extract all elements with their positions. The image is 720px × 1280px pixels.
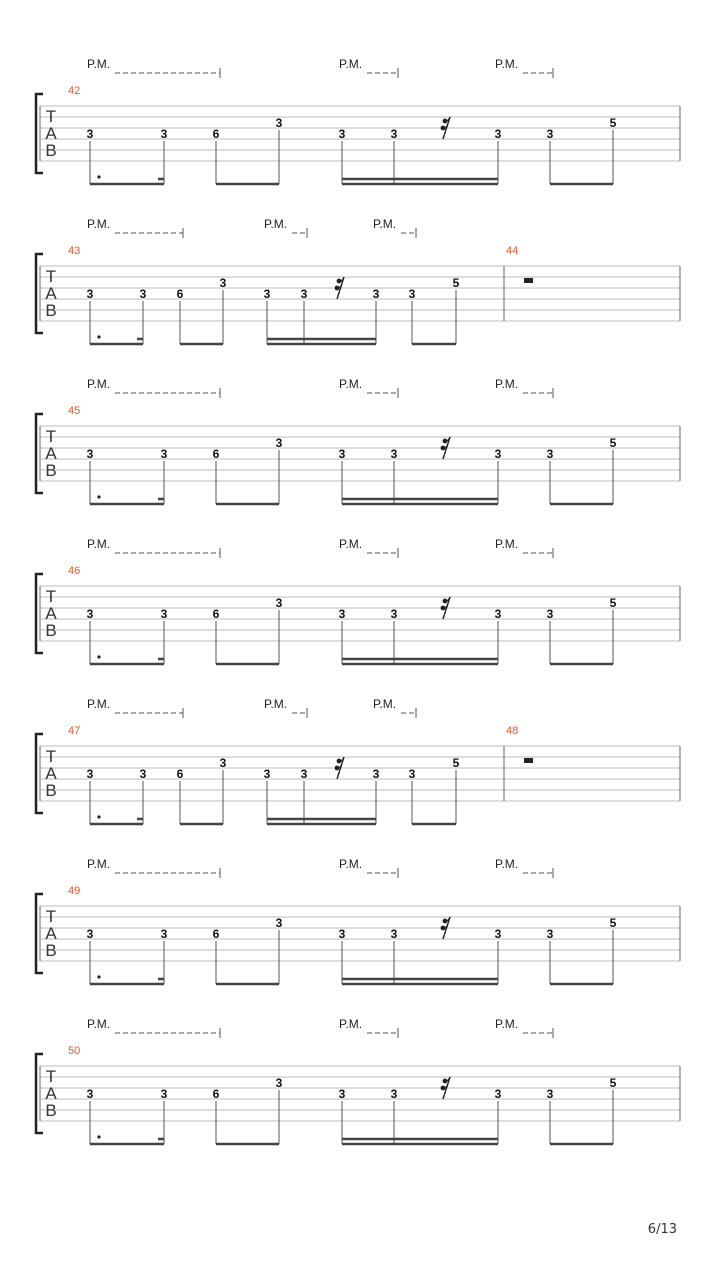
tab-clef-letter: B [45,621,57,640]
palm-mute-label: P.M. [495,377,519,391]
palm-mute-label: P.M. [339,537,363,551]
measure-number: 46 [68,565,81,577]
tab-clef-letter: T [45,427,57,446]
fret-number: 3 [86,1087,94,1101]
tab-system [36,377,680,504]
tab-system [36,1017,680,1144]
tab-clef-letter: B [45,781,57,800]
tab-clef-letter: A [45,1084,57,1103]
fret-number: 3 [338,1087,346,1101]
fret-number: 3 [275,1076,283,1090]
tab-clef-letter: T [45,747,57,766]
fret-number: 3 [160,127,168,141]
palm-mute-label: P.M. [373,697,397,711]
tab-clef-letter: A [45,924,57,943]
measure-number: 44 [506,245,519,257]
tab-clef-letter: T [45,267,57,286]
fret-number: 6 [176,287,184,301]
fret-number: 6 [212,607,220,621]
palm-mute-label: P.M. [264,217,288,231]
palm-mute-label: P.M. [87,697,111,711]
fret-number: 3 [390,607,398,621]
fret-number: 3 [275,916,283,930]
fret-number: 3 [390,1087,398,1101]
fret-number: 3 [338,447,346,461]
tab-clef-letter: A [45,284,57,303]
fret-number: 3 [219,756,227,770]
fret-number: 6 [212,927,220,941]
measure-number: 50 [68,1045,81,1057]
fret-number: 3 [546,447,554,461]
measure-number: 42 [68,85,81,97]
dot [97,175,100,178]
half-rest [524,278,533,283]
tab-clef-letter: B [45,141,57,160]
tab-clef-letter: A [45,764,57,783]
fret-number: 3 [139,287,147,301]
fret-number: 6 [212,1087,220,1101]
page-number: 6/13 [647,1222,677,1237]
fret-number: 3 [275,596,283,610]
fret-number: 5 [452,276,460,290]
fret-number: 3 [338,927,346,941]
fret-number: 3 [372,767,380,781]
tab-clef-letter: A [45,124,57,143]
fret-number: 3 [338,127,346,141]
fret-number: 5 [609,116,617,130]
fret-number: 3 [494,927,502,941]
palm-mute-label: P.M. [339,857,363,871]
fret-number: 5 [452,756,460,770]
fret-number: 3 [390,447,398,461]
tab-system [36,57,680,184]
tab-system [36,857,680,984]
tab-clef-letter: B [45,301,57,320]
fret-number: 3 [546,1087,554,1101]
tab-clef-letter: B [45,941,57,960]
fret-number: 3 [160,1087,168,1101]
fret-number: 3 [263,287,271,301]
fret-number: 3 [408,767,416,781]
tab-system [36,697,680,824]
fret-number: 3 [300,287,308,301]
dot [97,815,100,818]
fret-number: 3 [390,927,398,941]
fret-number: 3 [86,767,94,781]
palm-mute-label: P.M. [87,377,111,391]
fret-number: 3 [160,447,168,461]
fret-number: 3 [300,767,308,781]
measure-number: 43 [68,245,81,257]
fret-number: 3 [494,447,502,461]
palm-mute-label: P.M. [495,857,519,871]
tab-clef-letter: B [45,1101,57,1120]
fret-number: 3 [275,116,283,130]
fret-number: 3 [86,607,94,621]
fret-number: 3 [139,767,147,781]
fret-number: 3 [546,607,554,621]
fret-number: 3 [86,127,94,141]
fret-number: 3 [408,287,416,301]
dot [97,655,100,658]
tab-clef-letter: A [45,444,57,463]
fret-number: 5 [609,596,617,610]
fret-number: 3 [338,607,346,621]
fret-number: 3 [219,276,227,290]
palm-mute-label: P.M. [339,1017,363,1031]
fret-number: 3 [546,927,554,941]
dot [97,495,100,498]
fret-number: 6 [176,767,184,781]
tab-clef-letter: T [45,587,57,606]
fret-number: 6 [212,127,220,141]
palm-mute-label: P.M. [264,697,288,711]
palm-mute-label: P.M. [495,1017,519,1031]
palm-mute-label: P.M. [87,1017,111,1031]
fret-number: 3 [275,436,283,450]
fret-number: 3 [263,767,271,781]
tab-clef-letter: T [45,1067,57,1086]
measure-number: 47 [68,725,81,737]
palm-mute-label: P.M. [87,857,111,871]
fret-number: 3 [160,607,168,621]
tab-clef-letter: A [45,604,57,623]
palm-mute-label: P.M. [495,57,519,71]
tab-clef-letter: T [45,907,57,926]
fret-number: 3 [86,447,94,461]
measure-number: 49 [68,885,81,897]
tab-clef-letter: T [45,107,57,126]
fret-number: 5 [609,436,617,450]
fret-number: 3 [494,607,502,621]
fret-number: 5 [609,916,617,930]
palm-mute-label: P.M. [373,217,397,231]
tab-system [36,537,680,664]
measure-number: 48 [506,725,519,737]
fret-number: 3 [160,927,168,941]
palm-mute-label: P.M. [339,377,363,391]
palm-mute-label: P.M. [339,57,363,71]
fret-number: 3 [86,287,94,301]
fret-number: 5 [609,1076,617,1090]
fret-number: 3 [494,127,502,141]
tab-clef-letter: B [45,461,57,480]
measure-number: 45 [68,405,81,417]
palm-mute-label: P.M. [87,537,111,551]
half-rest [524,758,533,763]
fret-number: 3 [372,287,380,301]
tab-system [36,217,680,344]
dot [97,335,100,338]
palm-mute-label: P.M. [87,217,111,231]
fret-number: 3 [546,127,554,141]
palm-mute-label: P.M. [495,537,519,551]
fret-number: 3 [494,1087,502,1101]
fret-number: 6 [212,447,220,461]
dot [97,975,100,978]
fret-number: 3 [86,927,94,941]
fret-number: 3 [390,127,398,141]
palm-mute-label: P.M. [87,57,111,71]
dot [97,1135,100,1138]
